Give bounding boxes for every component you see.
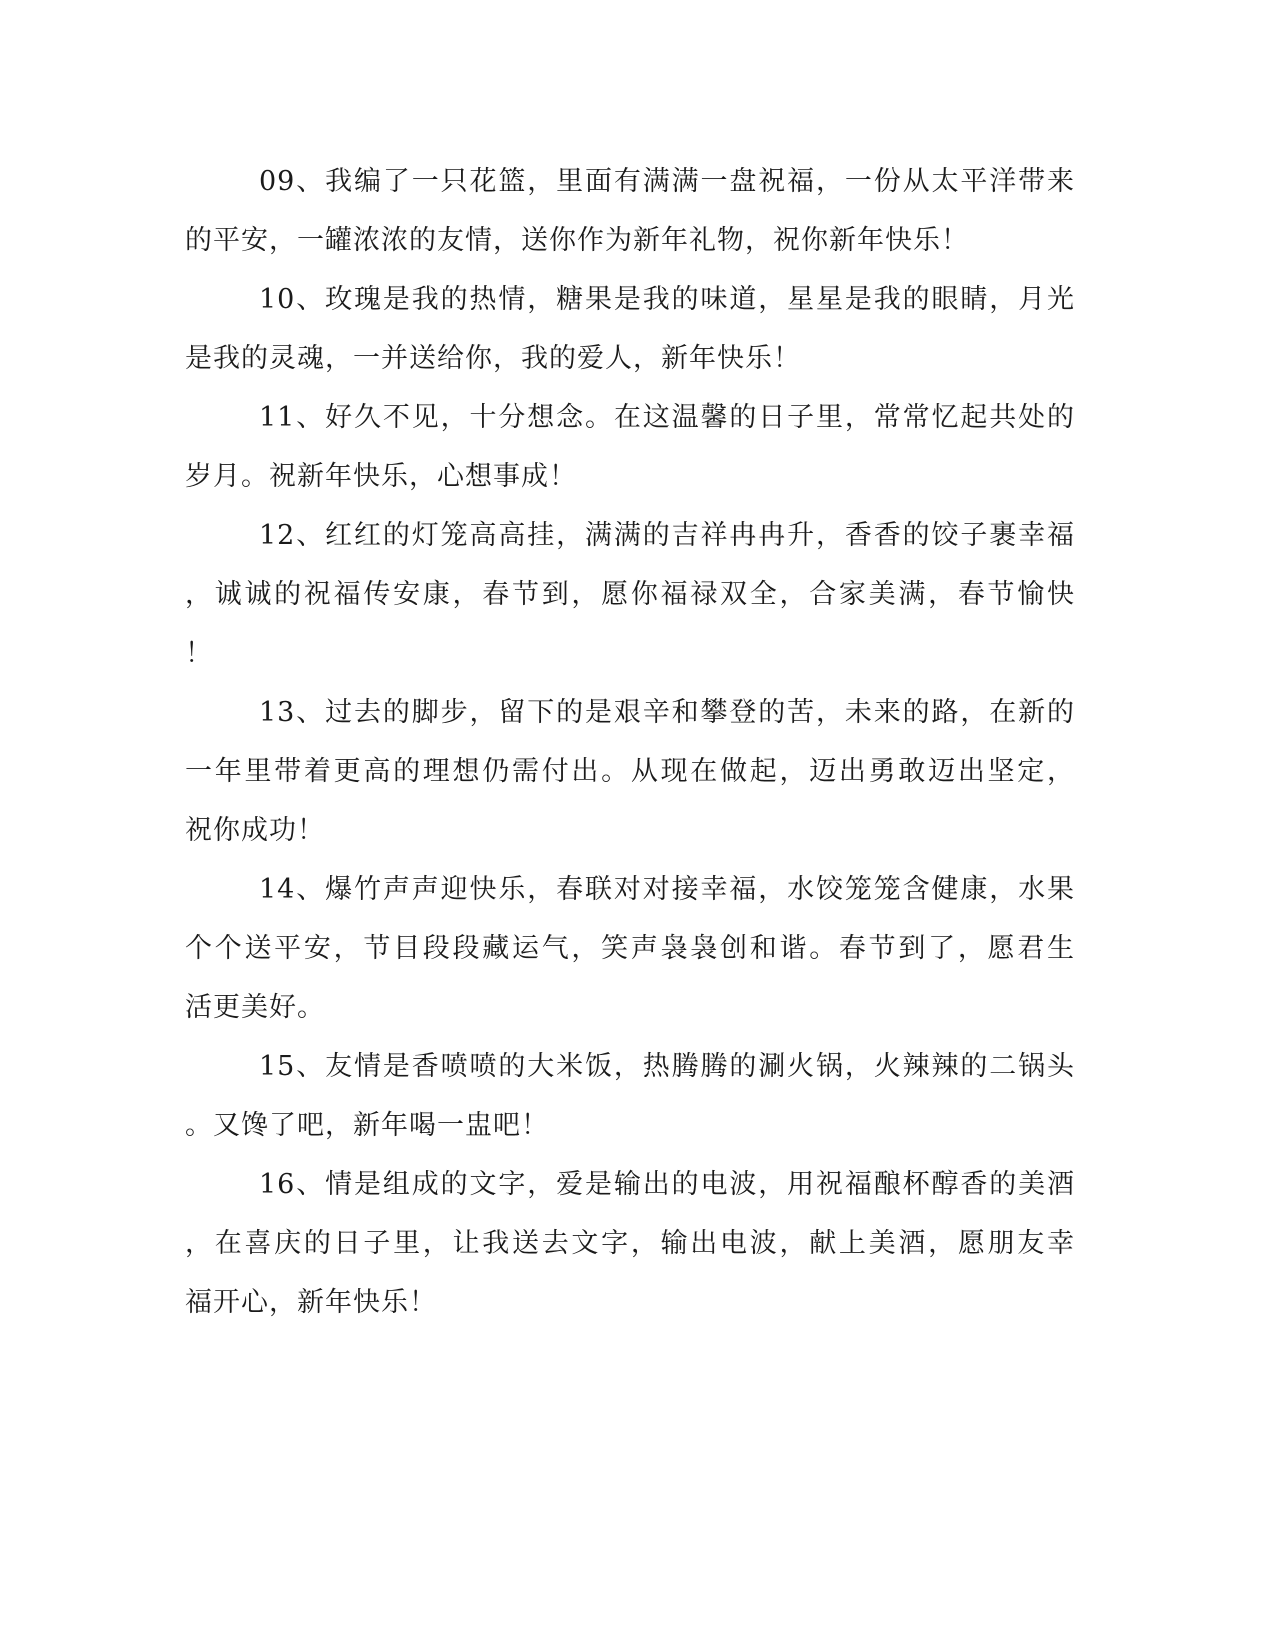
paragraph-16: [185, 1166, 1075, 1343]
paragraph-13: [185, 694, 1075, 871]
paragraph-line: 个个送平安，节目段段藏运气，笑声袅袅创和谐。春节到了，愿君生: [185, 933, 1075, 964]
paragraph-line: 10、玫瑰是我的热情，糖果是我的味道，星星是我的眼睛，月光: [259, 284, 1075, 315]
paragraph-12: [185, 517, 1075, 694]
paragraph-line: 11、好久不见，十分想念。在这温馨的日子里，常常忆起共处的: [259, 402, 1075, 433]
paragraph-15: [185, 1048, 1075, 1166]
paragraph-line: 。又馋了吧，新年喝一盅吧！: [185, 1110, 549, 1141]
paragraph-line: ，在喜庆的日子里，让我送去文字，输出电波，献上美酒，愿朋友幸: [185, 1228, 1075, 1259]
paragraph-line: ！: [185, 638, 213, 669]
paragraph-line: 16、情是组成的文字，爱是输出的电波，用祝福酿杯醇香的美酒: [259, 1169, 1075, 1200]
paragraph-line: 13、过去的脚步，留下的是艰辛和攀登的苦，未来的路，在新的: [259, 697, 1075, 728]
paragraph-line: 15、友情是香喷喷的大米饭，热腾腾的涮火锅，火辣辣的二锅头: [259, 1051, 1075, 1082]
paragraph-line: 09、我编了一只花篮，里面有满满一盘祝福，一份从太平洋带来: [259, 166, 1075, 197]
paragraph-line: 12、红红的灯笼高高挂，满满的吉祥冉冉升，香香的饺子裹幸福: [259, 520, 1075, 551]
paragraph-line: 14、爆竹声声迎快乐，春联对对接幸福，水饺笼笼含健康，水果: [259, 874, 1075, 905]
paragraph-14: [185, 871, 1075, 1048]
paragraph-line: 岁月。祝新年快乐，心想事成！: [185, 461, 577, 492]
paragraph-line: 福开心，新年快乐！: [185, 1287, 437, 1318]
paragraph-09: [185, 163, 1075, 281]
paragraph-11: [185, 399, 1075, 517]
paragraph-line: 祝你成功！: [185, 815, 325, 846]
paragraph-line: ，诚诚的祝福传安康，春节到，愿你福禄双全，合家美满，春节愉快: [185, 579, 1075, 610]
paragraph-line: 一年里带着更高的理想仍需付出。从现在做起，迈出勇敢迈出坚定，: [185, 756, 1075, 787]
document-body: [185, 163, 1075, 1343]
paragraph-line: 活更美好。: [185, 992, 325, 1023]
paragraph-line: 的平安，一罐浓浓的友情，送你作为新年礼物，祝你新年快乐！: [185, 225, 969, 256]
paragraph-10: [185, 281, 1075, 399]
paragraph-line: 是我的灵魂，一并送给你，我的爱人，新年快乐！: [185, 343, 801, 374]
